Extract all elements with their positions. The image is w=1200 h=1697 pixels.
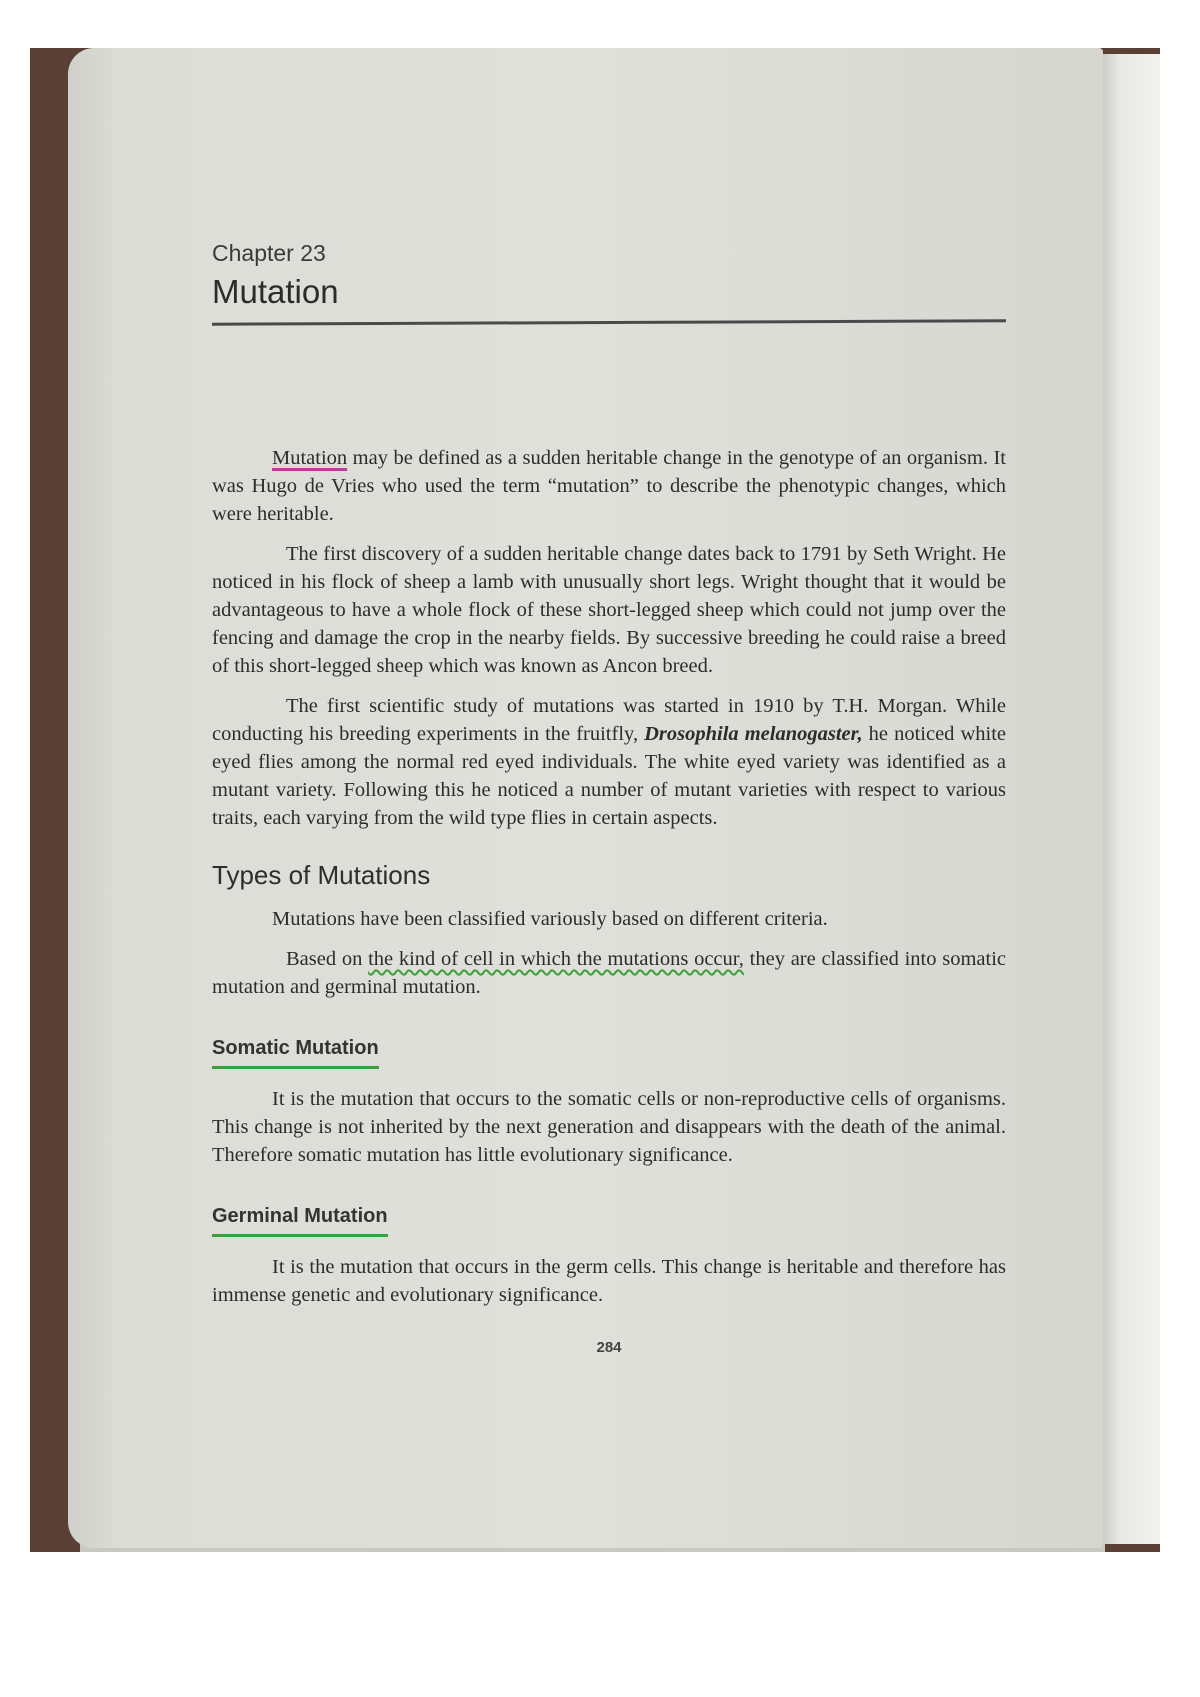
types-paragraph-1: Mutations have been classified variously based on different criteria. bbox=[272, 908, 828, 930]
title-rule bbox=[212, 319, 1006, 325]
species-name: Drosophila melanogaster, bbox=[644, 723, 863, 745]
page-content bbox=[212, 230, 1006, 1356]
germinal-paragraph: It is the mutation that occurs in the germ cells. This change is heritable and therefore has immense genetic and evolutionary significance. bbox=[212, 1256, 1006, 1306]
subheading-somatic-mutation: Somatic Mutation bbox=[212, 1037, 379, 1069]
intro-p1-text: may be defined as a sudden heritable change in the genotype of an organism. It was Hugo de Vries who used the term “mutation” to describe the phenotypic changes, which were heritable. bbox=[212, 447, 1006, 525]
section-heading-types: Types of Mutations bbox=[212, 860, 431, 890]
types-p2-before: Based on bbox=[286, 948, 369, 970]
chapter-title: Mutation bbox=[212, 273, 339, 310]
germinal-section bbox=[212, 1181, 1006, 1309]
intro-p3-after: he noticed white eyed flies among the normal red eyed individuals. The white eyed variety was identified as a mutant variety. Following this he noticed a number of mutant varieties with respect to various traits, each varying from the wild type flies in certain aspects. bbox=[212, 723, 1007, 829]
highlight-mutation: Mutation bbox=[272, 447, 348, 469]
somatic-section bbox=[212, 1013, 1006, 1169]
page-number: 284 bbox=[596, 1339, 622, 1356]
intro-p3-before: The first scientific study of mutations was started in 1910 by T.H. Morgan. While conducting his breeding experiments in the fruitfly, bbox=[212, 695, 1006, 745]
chapter-label: Chapter 23 bbox=[212, 240, 326, 266]
types-paragraph-2 bbox=[212, 945, 1006, 1001]
intro-paragraph-1 bbox=[212, 444, 1006, 528]
somatic-paragraph: It is the mutation that occurs to the somatic cells or non-reproductive cells of organisms. This change is not inherited by the next generation and disappears with the death of the animal. Therefore somatic mutation has little evolutionary significance. bbox=[212, 1088, 1006, 1166]
subheading-germinal-mutation: Germinal Mutation bbox=[212, 1205, 388, 1237]
intro-paragraph-3 bbox=[212, 692, 1006, 832]
types-p2-after: they are classified into somatic mutation and germinal mutation. bbox=[212, 948, 1006, 998]
highlight-kind-of-cell: the kind of cell in which the mutations occur, bbox=[368, 948, 744, 970]
intro-paragraph-2: The first discovery of a sudden heritable change dates back to 1791 by Seth Wright. He noticed in his flock of sheep a lamb with unusually short legs. Wright thought that it would be advantageous to have a whole flock of these short-legged sheep which could not jump over the fencing and damage the crop in the nearby fields. By successive breeding he could raise a breed of this short-legged sheep which was known as Ancon breed. bbox=[212, 543, 1006, 677]
